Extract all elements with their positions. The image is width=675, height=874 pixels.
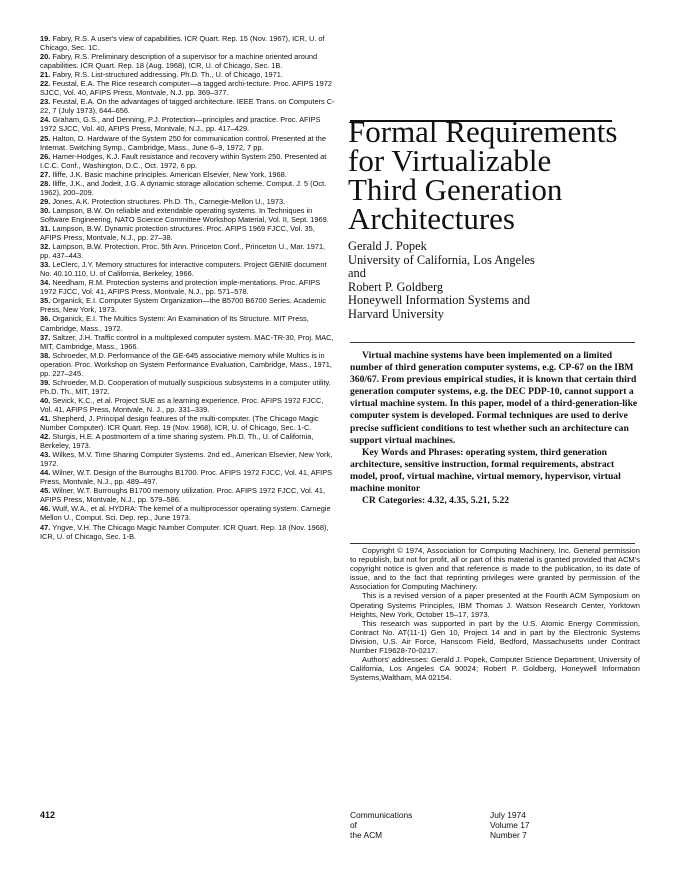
reference-item: 21. Fabry, R.S. List-structured addressing. Ph.D. Th., U. of Chicago, 1971. <box>40 70 283 80</box>
footer-issue <box>490 810 530 840</box>
abstract-text: Virtual machine systems have been implemented on a limited number of third generation computer systems, e.g. CP-67 on the IBM 360/67. From previous empirical studies, it is known that certain third generation computer systems, e.g. the DEC PDP-10, cannot support a virtual machine system. In this paper, model of a third-generation-like computer system is developed. Formal techniques are used to derive precise sufficient conditions to test whether such an architecture can support virtual machines. <box>350 350 638 446</box>
footer-line: the ACM <box>350 830 383 840</box>
reference-item: 39. Schroeder, M.D. Cooperation of mutually suspicious subsystems in a computer utility. Ph.D. Th., MIT, 1972. <box>40 377 331 396</box>
reference-item: 19. Fabry, R.S. A user's view of capabilities. ICR Quart. Rep. 15 (Nov. 1967), ICR, U. of Chicago, Sec. 1C. <box>40 34 325 53</box>
reference-item: 26. Hamer-Hodges, K.J. Fault resistance and recovery within System 250. Presented at I.C.C. Conf., Washington, D.C., Oct. 1972, 6 pp. <box>40 151 327 170</box>
reference-item: 29. Jones, A.K. Protection structures. Ph.D. Th., Carnegie-Mellon U., 1973. <box>40 196 286 206</box>
reference-item: 25. Halton, D. Hardware of the System 250 for communication control. Presented at the Internat. Switching Symp., Cambridge, Mass., June 6–9, 1972, 7 pp. <box>40 133 326 152</box>
footer-line: July 1974 <box>490 810 526 820</box>
reference-item: 35. Organick, E.I. Computer System Organization—the B5700 B6700 Series. Academic Press, New York, 1973. <box>40 296 326 315</box>
title-line: Architectures <box>348 201 515 236</box>
paper-title <box>348 114 628 236</box>
footer-journal <box>350 810 412 840</box>
title-line: Formal Requirements <box>348 114 618 149</box>
copyright-notice <box>350 546 640 682</box>
reference-item: 31. Lampson, B.W. Dynamic protection structures. Proc. AFIPS 1969 FJCC, Vol. 35, AFIPS Press, Montvale, N.J., pp. 27–38. <box>40 223 315 243</box>
copyright-paragraph: Copyright © 1974, Association for Computing Machinery, Inc. General permission to republish, but not for profit, all or part of this material is granted provided that ACM's copyright notice is given and that reference is made to the publication, to its date of issue, and to the fact that reprinting privileges were granted by permission of the Association for Computing Machinery. <box>350 546 640 592</box>
author-line: University of California, Los Angeles <box>348 252 535 267</box>
reference-item: 23. Feustal, E.A. On the advantages of tagged architecture. IEEE Trans. on Computers C-22, 7 (July 1973), 644–656. <box>40 97 335 116</box>
reference-item: 22. Feustal, E.A. The Rice research computer—a tagged archi-tecture. Proc. AFIPS 1972 SJCC, Vol. 40, AFIPS Press, Montvale, N.J. pp. 369–377. <box>40 79 332 98</box>
reference-item: 30. Lampson, B.W. On reliable and extendable operating systems. In Techniques in Software Engineering, NATO Science Committee Workshop Material, Vol. II, Sept. 1969. <box>40 205 329 224</box>
author-block <box>348 240 638 322</box>
reference-list <box>40 34 336 541</box>
reference-item: 43. Wilkes, M.V. Time Sharing Computer Systems. 2nd ed., American Elsevier, New York, 1972. <box>40 450 333 469</box>
author-line: Robert P. Goldberg <box>348 279 444 294</box>
footer-line: of <box>350 820 357 830</box>
reference-item: 36. Organick, E.I. The Multics System: An Examination of Its Structure. MIT Press, Cambridge, Mass., 1972. <box>40 314 309 333</box>
copyright-paragraph: Authors' addresses: Gerald J. Popek, Computer Science Department, University of California, Los Angeles CA 90024; Robert P. Goldberg, Honeywell Information Systems,Waltham, MA 02154. <box>350 655 640 683</box>
title-line: Third Generation <box>348 172 563 207</box>
reference-item: 41. Shepherd, J. Principal design features of the multi-computer. (The Chicago Magic Number Computer). ICR Quart. Rep. 19 (Nov. 1968), ICR, U. of Chicago, Sec. 1-C. <box>40 413 319 433</box>
reference-item: 32. Lampson, B.W. Protection. Proc. 5th Ann. Princeton Conf., Princeton U., Mar. 1971, pp. 437–443. <box>40 242 326 261</box>
reference-item: 40. Sevick, K.C., et al. Project SUE as a learning experience. Proc. AFIPS 1972 FJCC, Vol. 41, AFIPS Press, Montvale, N. J., pp. 331–339. <box>40 395 324 414</box>
reference-item: 28. Iliffe, J.K., and Jodeit, J.G. A dynamic storage allocation scheme. Comput. J. 5 (Oct. 1962), 200–209. <box>40 178 327 197</box>
footer-line: Communications <box>350 810 413 820</box>
reference-item: 42. Sturgis, H.E. A postmortem of a time sharing system. Ph.D. Th., U. of California, Berkeley, 1973. <box>40 432 314 451</box>
reference-item: 45. Wilner, W.T. Burroughs B1700 memory utilization. Proc. AFIPS 1972 FJCC, Vol. 41, AFIPS Press, Montvale, N.J., pp. 579–586. <box>40 486 326 505</box>
reference-item: 33. LeClerc, J.Y. Memory structures for interactive computers. Project GENIE document No. 40.10.110, U. of California, Berkeley, 1966. <box>40 260 327 279</box>
reference-item: 46. Wulf, W.A., et al. HYDRA: The kernel of a multiprocessor operating system. Carnegie Mellon U., Comput. Sci. Dep. rep., June 1973. <box>40 504 331 523</box>
copyright-paragraph: This is a revised version of a paper presented at the Fourth ACM Symposium on Operating Systems Principles, IBM Thomas J. Watson Research Center, Yorktown Heights, New York, October 15–17, 1973. <box>350 591 640 619</box>
author-line: Gerald J. Popek <box>348 239 427 253</box>
reference-item: 34. Needham, R.M. Protection systems and protection imple-mentations. Proc. AFIPS 1972 FJCC, Vol. 41, AFIPS Press, Montvale, N.J., pp. 571–578. <box>40 278 321 297</box>
reference-item: 20. Fabry, R.S. Preliminary description of a supervisor for a machine oriented around capabilities. ICR Quart. Rep. 18 (Aug. 1968), ICR, U. of Chicago, Sec. 1B. <box>40 52 318 71</box>
cr-categories: CR Categories: 4.32, 4.35, 5.21, 5.22 <box>362 495 510 507</box>
copyright-rule <box>350 543 635 544</box>
author-line: and <box>348 266 366 281</box>
reference-item: 38. Schroeder, M.D. Performance of the GE-645 associative memory while Multics is in operation. Proc. Workshop on System Performance Evaluation, Cambridge, Mass., 1971, pp. 227–245. <box>40 350 332 378</box>
title-line: for Virtualizable <box>348 143 552 178</box>
abstract-rule <box>350 342 635 343</box>
reference-item: 47. Yngve, V.H. The Chicago Magic Number Computer. ICR Quart. Rep. 18 (Nov. 1968), ICR, U. of Chicago, Sec. 1-B. <box>40 522 329 541</box>
page-number: 412 <box>40 810 56 820</box>
author-line: Harvard University <box>348 306 444 321</box>
copyright-paragraph: This research was supported in part by the U.S. Atomic Energy Commission, Contract No. AT(11-1) Gen 10, Project 14 and in part by the Electronic Systems Division, U.S. Air Force, Hanscom Field, Bedford, Massachusetts under Contract Number F19628-70-0217. <box>350 618 640 656</box>
reference-item: 44. Wilner, W.T. Design of the Burroughs B1700. Proc. AFIPS 1972 FJCC, Vol. 41, AFIPS Press, Montvale, N.J., pp. 489–497. <box>40 468 333 487</box>
footer-line: Number 7 <box>490 830 527 840</box>
reference-item: 24. Graham, G.S., and Denning, P.J. Protection—principles and practice. Proc. AFIPS 1972 SJCC, Vol. 40, AFIPS Press, Montvale, N.J., pp. 417–429. <box>40 115 321 134</box>
reference-item: 37. Saltzer, J.H. Traffic control in a multiplexed computer system. MAC-TR-30, Proj. MAC, MIT, Cambridge, Mass., 1966. <box>40 332 334 351</box>
keywords: Key Words and Phrases: operating system, third generation architecture, sensitive instruction, formal requirements, abstract model, proof, virtual machine, virtual memory, hypervisor, virtual machine monitor <box>350 446 621 495</box>
reference-item: 27. Iliffe, J.K. Basic machine principles. American Elsevier, New York, 1968. <box>40 169 287 179</box>
footer-line: Volume 17 <box>490 820 530 830</box>
abstract <box>350 350 640 507</box>
author-line: Honeywell Information Systems and <box>348 293 531 308</box>
